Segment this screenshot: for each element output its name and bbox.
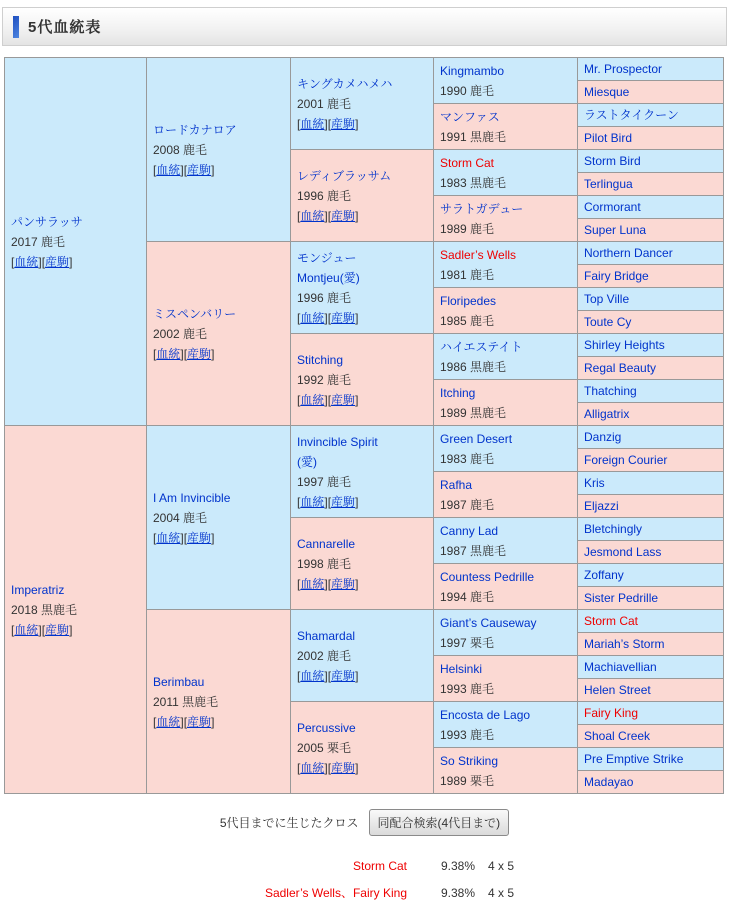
pedigree-cell-gen1-dam (5, 426, 147, 794)
pedigree-cell-gen4 (434, 150, 578, 196)
horse-detail: 1985 鹿毛 (440, 313, 495, 328)
horse-name-link[interactable]: I Am Invincible (153, 490, 231, 505)
bracket: [ (327, 760, 332, 775)
horse-name-link[interactable]: Encosta de Lago (440, 707, 531, 722)
bracket: ] (38, 622, 42, 637)
pedigree-cell-gen4 (434, 288, 578, 334)
horse-name-link[interactable]: ラストタイクーン (584, 108, 679, 122)
pedigree-cell-gen5 (578, 127, 724, 150)
offspring-link[interactable]: 産駒 (331, 392, 356, 407)
bracket: ] (355, 760, 359, 775)
horse-name-link[interactable]: Kris (584, 476, 605, 490)
offspring-link[interactable]: 産駒 (331, 576, 356, 591)
pedigree-cell-gen5 (578, 472, 724, 495)
bracket: [ (183, 162, 188, 177)
pedigree-cell-gen5 (578, 334, 724, 357)
horse-name-link[interactable]: モンジュー (297, 250, 357, 265)
pedigree-cell-gen4 (434, 426, 578, 472)
horse-name-link[interactable]: Sadler’s Wells (440, 247, 517, 262)
horse-name-link[interactable]: Cannarelle (297, 536, 356, 551)
horse-detail: 1997 栗毛 (440, 635, 495, 650)
horse-detail: 1983 黒鹿毛 (440, 175, 507, 190)
horse-detail: 1993 鹿毛 (440, 681, 495, 696)
pedigree-cell-gen2 (147, 426, 291, 610)
cross-stats (407, 853, 729, 880)
cell-links (297, 758, 430, 778)
blood-link[interactable]: 血統 (300, 208, 325, 223)
pedigree-cell-gen1-sire (5, 58, 147, 426)
cell-links (153, 160, 287, 180)
pedigree-cell-gen4 (434, 472, 578, 518)
pedigree-cell-gen4 (434, 104, 578, 150)
horse-name-link[interactable]: Sister Pedrille (584, 591, 659, 605)
pedigree-cell-gen5 (578, 610, 724, 633)
horse-name-link[interactable]: So Striking (440, 753, 499, 768)
bracket: [ (11, 254, 15, 269)
bracket: ] (69, 254, 73, 269)
pedigree-cell-gen4 (434, 564, 578, 610)
horse-name-link[interactable]: サラトガデュー (440, 201, 524, 216)
horse-detail: 2002 鹿毛 (297, 648, 352, 663)
blood-link[interactable]: 血統 (14, 622, 39, 637)
offspring-link[interactable]: 産駒 (331, 494, 356, 509)
pedigree-cell-gen5 (578, 104, 724, 127)
horse-name-link[interactable]: Madayao (584, 775, 634, 789)
horse-name-link[interactable]: Berimbau (153, 674, 205, 689)
bracket: [ (297, 494, 301, 509)
blood-link[interactable]: 血統 (14, 254, 39, 269)
cell-links (297, 114, 430, 134)
horse-name-link[interactable]: Toute Cy (584, 315, 632, 329)
bracket: ] (355, 310, 359, 325)
horse-name-link[interactable]: Helsinki (440, 661, 483, 676)
bracket: ] (211, 162, 215, 177)
bracket: ] (324, 494, 328, 509)
page-title: 5代血統表 (28, 19, 102, 36)
horse-name-link[interactable]: (愛) (297, 454, 317, 469)
horse-detail: 1987 黒鹿毛 (440, 543, 507, 558)
pedigree-cell-gen5 (578, 518, 724, 541)
bracket: [ (297, 760, 301, 775)
bracket: ] (180, 530, 184, 545)
horse-name-link[interactable]: パンサラッサ (11, 214, 83, 229)
cross-row (0, 853, 729, 880)
cross-caption: 5代目までに生じたクロス (219, 816, 359, 830)
horse-name-link[interactable]: ミスペンバリー (153, 306, 237, 321)
pedigree-cell-gen4 (434, 380, 578, 426)
pedigree-cell-gen3 (291, 426, 434, 518)
blood-link[interactable]: 血統 (300, 494, 325, 509)
pedigree-cell-gen4 (434, 702, 578, 748)
pedigree-table (4, 57, 724, 794)
pedigree-cell-gen4 (434, 610, 578, 656)
bracket: ] (355, 116, 359, 131)
cross-toolbar (0, 809, 729, 836)
pedigree-cell-gen5 (578, 196, 724, 219)
cross-pattern: 4 x 5 (488, 886, 515, 900)
horse-detail: 1987 鹿毛 (440, 497, 495, 512)
bracket: [ (327, 576, 332, 591)
cell-links (297, 390, 430, 410)
horse-name-link[interactable]: レディブラッサム (297, 168, 392, 183)
pedigree-cell-gen5 (578, 587, 724, 610)
cell-links (11, 620, 143, 640)
offspring-link[interactable]: 産駒 (187, 346, 212, 361)
bracket: [ (11, 622, 15, 637)
bracket: ] (355, 494, 359, 509)
pedigree-cell-gen3 (291, 610, 434, 702)
pedigree-cell-gen5 (578, 403, 724, 426)
bracket: ] (324, 392, 328, 407)
horse-name-link[interactable]: Shoal Creek (584, 729, 651, 743)
horse-name-link[interactable]: Mr. Prospector (584, 62, 663, 76)
pedigree-cell-gen5 (578, 426, 724, 449)
offspring-link[interactable]: 産駒 (45, 622, 70, 637)
horse-name-link[interactable]: マンファス (440, 109, 500, 124)
pedigree-cell-gen2 (147, 242, 291, 426)
pedigree-cell-gen5 (578, 219, 724, 242)
blood-link[interactable]: 血統 (156, 714, 181, 729)
pedigree-cell-gen3 (291, 150, 434, 242)
pedigree-cell-gen5 (578, 633, 724, 656)
section-header (2, 7, 727, 46)
pedigree-cell-gen5 (578, 58, 724, 81)
horse-detail: 1996 鹿毛 (297, 290, 352, 305)
horse-detail: 1992 鹿毛 (297, 372, 352, 387)
bracket: [ (297, 392, 301, 407)
horse-name-link[interactable]: Itching (440, 385, 476, 400)
horse-name-link[interactable]: Machiavellian (584, 660, 657, 674)
cell-links (297, 574, 430, 594)
horse-detail: 1981 鹿毛 (440, 267, 495, 282)
bracket: ] (211, 714, 215, 729)
blood-link[interactable]: 血統 (156, 530, 181, 545)
horse-name-link[interactable]: Thatching (584, 384, 637, 398)
pedigree-cell-gen4 (434, 196, 578, 242)
horse-name-link[interactable]: Danzig (584, 430, 622, 444)
pedigree-cell-gen3 (291, 242, 434, 334)
horse-name-link[interactable]: Montjeu(愛) (297, 270, 360, 285)
bracket: [ (297, 310, 301, 325)
pedigree-cell-gen4 (434, 58, 578, 104)
bracket: ] (324, 208, 328, 223)
horse-name-link[interactable]: Cormorant (584, 200, 641, 214)
horse-detail: 2011 黒鹿毛 (153, 694, 219, 709)
bracket: [ (297, 576, 301, 591)
horse-name-link[interactable]: Terlingua (584, 177, 633, 191)
horse-name-link[interactable]: Storm Bird (584, 154, 641, 168)
cross-percent: 9.38% (441, 859, 476, 873)
pedigree-cell-gen2 (147, 610, 291, 794)
bracket: ] (180, 162, 184, 177)
offspring-link[interactable]: 産駒 (45, 254, 70, 269)
offspring-link[interactable]: 産駒 (331, 208, 356, 223)
bracket: ] (324, 576, 328, 591)
bracket: ] (324, 116, 328, 131)
bracket: [ (327, 494, 332, 509)
cell-links (297, 206, 430, 226)
horse-detail: 1989 栗毛 (440, 773, 495, 788)
blood-link[interactable]: 血統 (300, 116, 325, 131)
horse-name-link[interactable]: Miesque (584, 85, 630, 99)
bracket: [ (183, 714, 188, 729)
horse-name-link[interactable]: Storm Cat (584, 614, 639, 628)
horse-name-link[interactable]: ロードカナロア (153, 122, 237, 137)
horse-name-link[interactable]: Countess Pedrille (440, 569, 535, 584)
pedigree-cell-gen5 (578, 288, 724, 311)
cell-links (153, 528, 287, 548)
bracket: ] (355, 668, 359, 683)
cell-links (11, 252, 143, 272)
bracket: [ (297, 668, 301, 683)
bracket: ] (180, 346, 184, 361)
horse-name-link[interactable]: Fairy King (584, 706, 639, 720)
bracket: [ (183, 530, 188, 545)
pedigree-cell-gen5 (578, 242, 724, 265)
horse-name-link[interactable]: ハイエステイト (440, 339, 523, 354)
pedigree-cell-gen3 (291, 334, 434, 426)
bracket: [ (327, 116, 332, 131)
bracket: ] (355, 208, 359, 223)
bracket: ] (38, 254, 42, 269)
bracket: ] (211, 530, 215, 545)
cross-percent: 9.38% (441, 886, 476, 900)
offspring-link[interactable]: 産駒 (187, 714, 212, 729)
pedigree-cell-gen3 (291, 518, 434, 610)
horse-detail: 1997 鹿毛 (297, 474, 352, 489)
horse-detail: 1998 鹿毛 (297, 556, 352, 571)
pedigree-cell-gen4 (434, 748, 578, 794)
bracket: [ (153, 346, 157, 361)
offspring-link[interactable]: 産駒 (331, 310, 356, 325)
bracket: [ (153, 530, 157, 545)
horse-detail: 2002 鹿毛 (153, 326, 208, 341)
pedigree-cell-gen5 (578, 564, 724, 587)
bracket: ] (324, 668, 328, 683)
pedigree-cell-gen4 (434, 656, 578, 702)
bracket: [ (327, 392, 332, 407)
pedigree-cell-gen2 (147, 58, 291, 242)
horse-detail: 1990 鹿毛 (440, 83, 495, 98)
horse-name-link[interactable]: Invincible Spirit (297, 434, 378, 449)
cell-links (297, 308, 430, 328)
horse-name-link[interactable]: Mariah’s Storm (584, 637, 665, 651)
offspring-link[interactable]: 産駒 (331, 760, 356, 775)
horse-name-link[interactable]: Imperatriz (11, 582, 65, 597)
horse-name-link[interactable]: Giant’s Causeway (440, 615, 537, 630)
cell-links (153, 344, 287, 364)
bracket: [ (327, 208, 332, 223)
offspring-link[interactable]: 産駒 (187, 530, 212, 545)
pedigree-cell-gen5 (578, 449, 724, 472)
horse-detail: 2018 黒鹿毛 (11, 602, 78, 617)
horse-name-link[interactable]: Eljazzi (584, 499, 619, 513)
horse-detail: 1993 鹿毛 (440, 727, 495, 742)
horse-detail: 1983 鹿毛 (440, 451, 495, 466)
header-accent-bar (13, 16, 19, 38)
bracket: ] (324, 760, 328, 775)
offspring-link[interactable]: 産駒 (331, 116, 356, 131)
bracket: [ (41, 254, 46, 269)
horse-name-link[interactable]: Rafha (440, 477, 473, 492)
pedigree-cell-gen5 (578, 656, 724, 679)
pedigree-cell-gen5 (578, 679, 724, 702)
bracket: [ (153, 714, 157, 729)
pedigree-cell-gen5 (578, 495, 724, 518)
offspring-link[interactable]: 産駒 (187, 162, 212, 177)
horse-detail: 1994 鹿毛 (440, 589, 495, 604)
pedigree-cell-gen5 (578, 771, 724, 794)
bracket: [ (41, 622, 46, 637)
bracket: [ (327, 668, 332, 683)
horse-name-link[interactable]: Green Desert (440, 431, 513, 446)
pedigree-cell-gen3 (291, 58, 434, 150)
cell-links (297, 492, 430, 512)
horse-detail: 1989 鹿毛 (440, 221, 495, 236)
horse-name-link[interactable]: Top Ville (584, 292, 630, 306)
pedigree-cell-gen5 (578, 311, 724, 334)
horse-detail: 1996 鹿毛 (297, 188, 352, 203)
pedigree-cell-gen5 (578, 173, 724, 196)
horse-name-link[interactable]: Percussive (297, 720, 356, 735)
horse-name-link[interactable]: Fairy Bridge (584, 269, 649, 283)
blood-link[interactable]: 血統 (300, 760, 325, 775)
horse-name-link[interactable]: Zoffany (584, 568, 624, 582)
horse-name-link[interactable]: Pre Emptive Strike (584, 752, 684, 766)
blood-link[interactable]: 血統 (300, 392, 325, 407)
horse-detail: 2005 栗毛 (297, 740, 352, 755)
horse-detail: 2008 鹿毛 (153, 142, 208, 157)
pedigree-cell-gen5 (578, 357, 724, 380)
horse-name-link[interactable]: Regal Beauty (584, 361, 657, 375)
bracket: [ (297, 208, 301, 223)
blood-link[interactable]: 血統 (300, 668, 325, 683)
cross-names: Sadler’s Wells、Fairy King (264, 886, 407, 900)
bracket: [ (327, 310, 332, 325)
pedigree-cell-gen5 (578, 541, 724, 564)
horse-name-link[interactable]: Super Luna (584, 223, 647, 237)
cross-row (0, 880, 729, 907)
cell-links (297, 666, 430, 686)
horse-name-link[interactable]: Stitching (297, 352, 344, 367)
pedigree-cell-gen5 (578, 265, 724, 288)
horse-name-link[interactable]: Floripedes (440, 293, 497, 308)
bracket: ] (180, 714, 184, 729)
blood-link[interactable]: 血統 (156, 346, 181, 361)
horse-detail: 2004 鹿毛 (153, 510, 208, 525)
bracket: ] (355, 576, 359, 591)
horse-detail: 1986 黒鹿毛 (440, 359, 507, 374)
pedigree-cell-gen5 (578, 702, 724, 725)
bracket: [ (297, 116, 301, 131)
same-mating-search-button[interactable]: 同配合検索(4代目まで) (369, 809, 510, 836)
blood-link[interactable]: 血統 (300, 310, 325, 325)
cross-pattern: 4 x 5 (488, 859, 515, 873)
bracket: [ (153, 162, 157, 177)
horse-name-link[interactable]: Jesmond Lass (584, 545, 662, 559)
pedigree-cell-gen5 (578, 725, 724, 748)
pedigree-cell-gen4 (434, 242, 578, 288)
horse-name-link[interactable]: Shamardal (297, 628, 356, 643)
pedigree-cell-gen5 (578, 81, 724, 104)
horse-detail: 1989 黒鹿毛 (440, 405, 507, 420)
horse-name-link[interactable]: Helen Street (584, 683, 651, 697)
horse-name-link[interactable]: Canny Lad (440, 523, 499, 538)
blood-link[interactable]: 血統 (156, 162, 181, 177)
horse-name-link[interactable]: Pilot Bird (584, 131, 633, 145)
blood-link[interactable]: 血統 (300, 576, 325, 591)
bracket: ] (211, 346, 215, 361)
horse-detail: 2017 鹿毛 (11, 234, 66, 249)
horse-name-link[interactable]: Kingmambo (440, 63, 505, 78)
bracket: ] (69, 622, 73, 637)
cell-links (153, 712, 287, 732)
bracket: ] (324, 310, 328, 325)
horse-name-link[interactable]: Northern Dancer (584, 246, 673, 260)
pedigree-cell-gen5 (578, 748, 724, 771)
horse-name-link[interactable]: Storm Cat (440, 155, 495, 170)
cross-names: Storm Cat (352, 859, 407, 873)
horse-detail: 1991 黒鹿毛 (440, 129, 507, 144)
pedigree-cell-gen4 (434, 518, 578, 564)
horse-name-link[interactable]: Alligatrix (584, 407, 630, 421)
pedigree-cell-gen5 (578, 380, 724, 403)
pedigree-cell-gen4 (434, 334, 578, 380)
pedigree-cell-gen5 (578, 150, 724, 173)
horse-name-link[interactable]: キングカメハメハ (297, 76, 393, 91)
horse-detail: 2001 鹿毛 (297, 96, 352, 111)
cross-stats (407, 880, 729, 907)
offspring-link[interactable]: 産駒 (331, 668, 356, 683)
horse-name-link[interactable]: Shirley Heights (584, 338, 665, 352)
bracket: [ (183, 346, 188, 361)
horse-name-link[interactable]: Foreign Courier (584, 453, 668, 467)
pedigree-cell-gen3 (291, 702, 434, 794)
bracket: ] (355, 392, 359, 407)
horse-name-link[interactable]: Bletchingly (584, 522, 643, 536)
cross-list (0, 853, 729, 907)
